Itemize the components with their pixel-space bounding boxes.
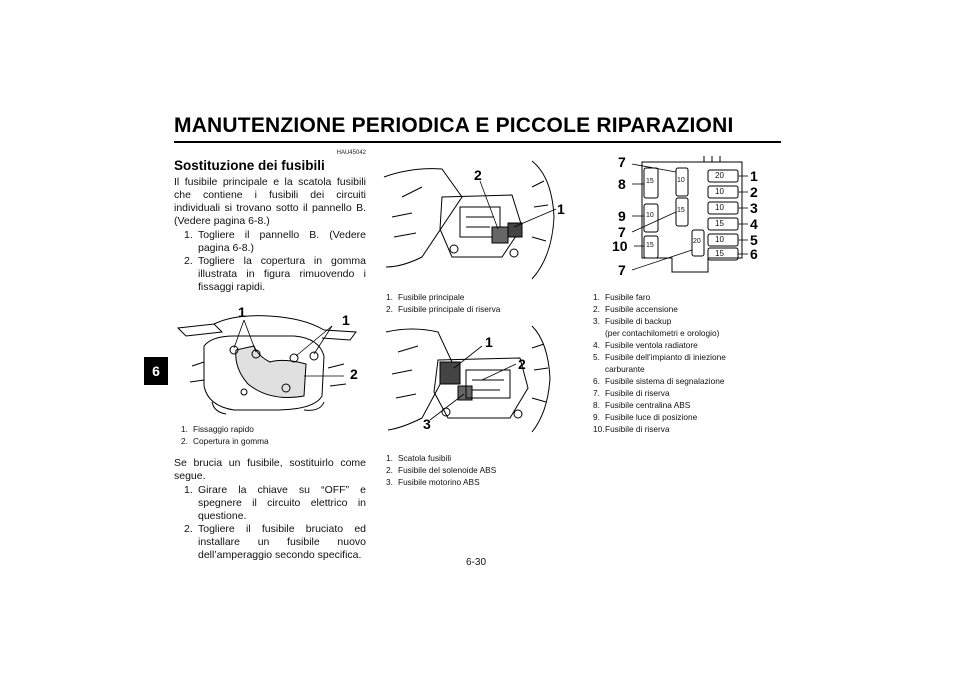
callout-1: 1: [485, 334, 493, 350]
caption-item: [181, 435, 371, 447]
fuse-rating-label: 10: [646, 212, 654, 219]
caption-item: [593, 387, 783, 399]
callout-3: 3: [750, 200, 758, 216]
caption-text: Fusibile accensione: [605, 304, 678, 314]
caption-text: Scatola fusibili: [398, 453, 452, 463]
caption-item: [593, 291, 783, 303]
caption-number: 2.: [386, 304, 393, 314]
caption-text: Fusibile principale di riserva: [398, 304, 501, 314]
callout-6: 6: [750, 246, 758, 262]
caption-item: [181, 423, 371, 435]
caption-number: 9.: [593, 412, 600, 422]
step-number: 1.: [184, 229, 193, 241]
caption-item: [593, 375, 783, 387]
step-number: 2.: [184, 255, 193, 267]
caption-subtext: carburante: [605, 364, 645, 374]
caption-text: Fusibile di riserva: [605, 424, 670, 434]
caption-item: [593, 351, 783, 375]
callout-1: 1: [750, 168, 758, 184]
caption-number: 5.: [593, 352, 600, 362]
fuse-rating-label: 15: [715, 249, 724, 258]
callout-1: 1: [557, 201, 565, 217]
step-number: 2.: [184, 523, 193, 535]
document-code: HAU45042: [336, 150, 366, 156]
page-title: MANUTENZIONE PERIODICA E PICCOLE RIPARAZIONI: [174, 114, 734, 137]
main-fuse-illustration: [382, 157, 572, 282]
caption-text: Copertura in gomma: [193, 436, 269, 446]
caption-text: Fusibile dell’impianto di iniezione: [605, 352, 726, 362]
step-text: Togliere la copertura in gomma illustrata in figura rimuovendo i fissaggi rapidi.: [198, 255, 366, 293]
caption-subtext: (per contachilometri e orologio): [605, 328, 720, 338]
caption-number: 3.: [386, 477, 393, 487]
caption-item: [593, 315, 783, 339]
fuse-rating-label: 10: [715, 203, 724, 212]
callout-8: 8: [618, 176, 626, 192]
caption-text: Fusibile faro: [605, 292, 651, 302]
replacement-instructions: [174, 457, 366, 562]
step-text: Togliere il pannello B. (Vedere pagina 6-8.): [198, 229, 366, 254]
caption-item: [386, 464, 576, 476]
figure2-caption: [386, 291, 576, 315]
caption-number: 2.: [386, 465, 393, 475]
fuse-rating-label: 20: [693, 238, 701, 245]
step-text: Girare la chiave su “OFF” e spegnere il circuito elettrico in questione.: [198, 484, 366, 522]
caption-text: Fusibile principale: [398, 292, 465, 302]
figure4-caption: [593, 291, 783, 435]
step-text: Togliere il fusibile bruciato ed installare un fusibile nuovo dell’amperaggio secondo specifica.: [198, 523, 366, 561]
caption-text: Fusibile motorino ABS: [398, 477, 480, 487]
callout-5: 5: [750, 232, 758, 248]
page-number: 6-30: [466, 557, 487, 568]
fuse-rating-label: 15: [715, 219, 724, 228]
blown-fuse-paragraph: Se brucia un fusibile, sostituirlo come segue.: [174, 457, 366, 482]
caption-text: Fusibile del solenoide ABS: [398, 465, 497, 475]
fuse-rating-label: 10: [715, 187, 724, 196]
caption-number: 3.: [593, 316, 600, 326]
callout-2: 2: [750, 184, 758, 200]
step-list: [174, 229, 366, 294]
caption-item: [386, 291, 576, 303]
caption-item: [593, 303, 783, 315]
callout-2: 2: [350, 366, 358, 382]
caption-item: [593, 339, 783, 351]
section-heading: Sostituzione dei fusibili: [174, 158, 325, 173]
fuse-box-illustration: [382, 322, 572, 434]
caption-item: [593, 423, 783, 435]
caption-number: 2.: [593, 304, 600, 314]
rubber-cover-illustration: [174, 306, 364, 416]
fuse-rating-label: 15: [646, 242, 654, 249]
caption-text: Fissaggio rapido: [193, 424, 254, 434]
caption-number: 8.: [593, 400, 600, 410]
caption-number: 1.: [386, 453, 393, 463]
caption-item: [593, 411, 783, 423]
title-rule: [174, 141, 781, 143]
caption-number: 4.: [593, 340, 600, 350]
caption-text: Fusibile centralina ABS: [605, 400, 691, 410]
callout-9: 9: [618, 208, 626, 224]
caption-number: 7.: [593, 388, 600, 398]
caption-item: [386, 476, 576, 488]
caption-item: [593, 399, 783, 411]
caption-item: [386, 303, 576, 315]
callout-1: 1: [238, 304, 246, 320]
section-column: [174, 150, 366, 294]
caption-text: Fusibile di riserva: [605, 388, 670, 398]
caption-number: 1.: [386, 292, 393, 302]
caption-number: 1.: [593, 292, 600, 302]
figure3-caption: [386, 452, 576, 488]
fuse-layout-diagram: [612, 154, 762, 284]
fuse-rating-label: 15: [646, 178, 654, 185]
callout-2: 2: [518, 356, 526, 372]
caption-number: 2.: [181, 436, 188, 446]
step-item: [174, 484, 366, 523]
callout-7: 7: [618, 224, 626, 240]
fuse-rating-label: 20: [715, 171, 724, 180]
callout-7: 7: [618, 262, 626, 278]
fuse-rating-label: 15: [677, 207, 685, 214]
caption-number: 6.: [593, 376, 600, 386]
step-number: 1.: [184, 484, 193, 496]
caption-text: Fusibile luce di posizione: [605, 412, 698, 422]
callout-3: 3: [423, 416, 431, 432]
caption-text: Fusibile di backup: [605, 316, 672, 326]
callout-7: 7: [618, 154, 626, 170]
figure1-caption: [181, 423, 371, 447]
caption-text: Fusibile sistema di segnalazione: [605, 376, 725, 386]
chapter-tab: 6: [144, 357, 168, 385]
replacement-step-list: [174, 484, 366, 562]
callout-1: 1: [342, 312, 350, 328]
callout-4: 4: [750, 216, 758, 232]
intro-paragraph: Il fusibile principale e la scatola fusibili che contiene i fusibili dei circuiti individuali si trovano sotto il pannello B. (Vedere pagina 6-8.): [174, 176, 366, 227]
callout-10: 10: [612, 238, 628, 254]
fuse-rating-label: 10: [677, 177, 685, 184]
caption-text: Fusibile ventola radiatore: [605, 340, 698, 350]
step-item: [174, 523, 366, 562]
step-item: [174, 229, 366, 255]
caption-number: 1.: [181, 424, 188, 434]
callout-2: 2: [474, 167, 482, 183]
caption-item: [386, 452, 576, 464]
fuse-rating-label: 10: [715, 235, 724, 244]
caption-number: 10.: [593, 424, 605, 434]
step-item: [174, 255, 366, 294]
